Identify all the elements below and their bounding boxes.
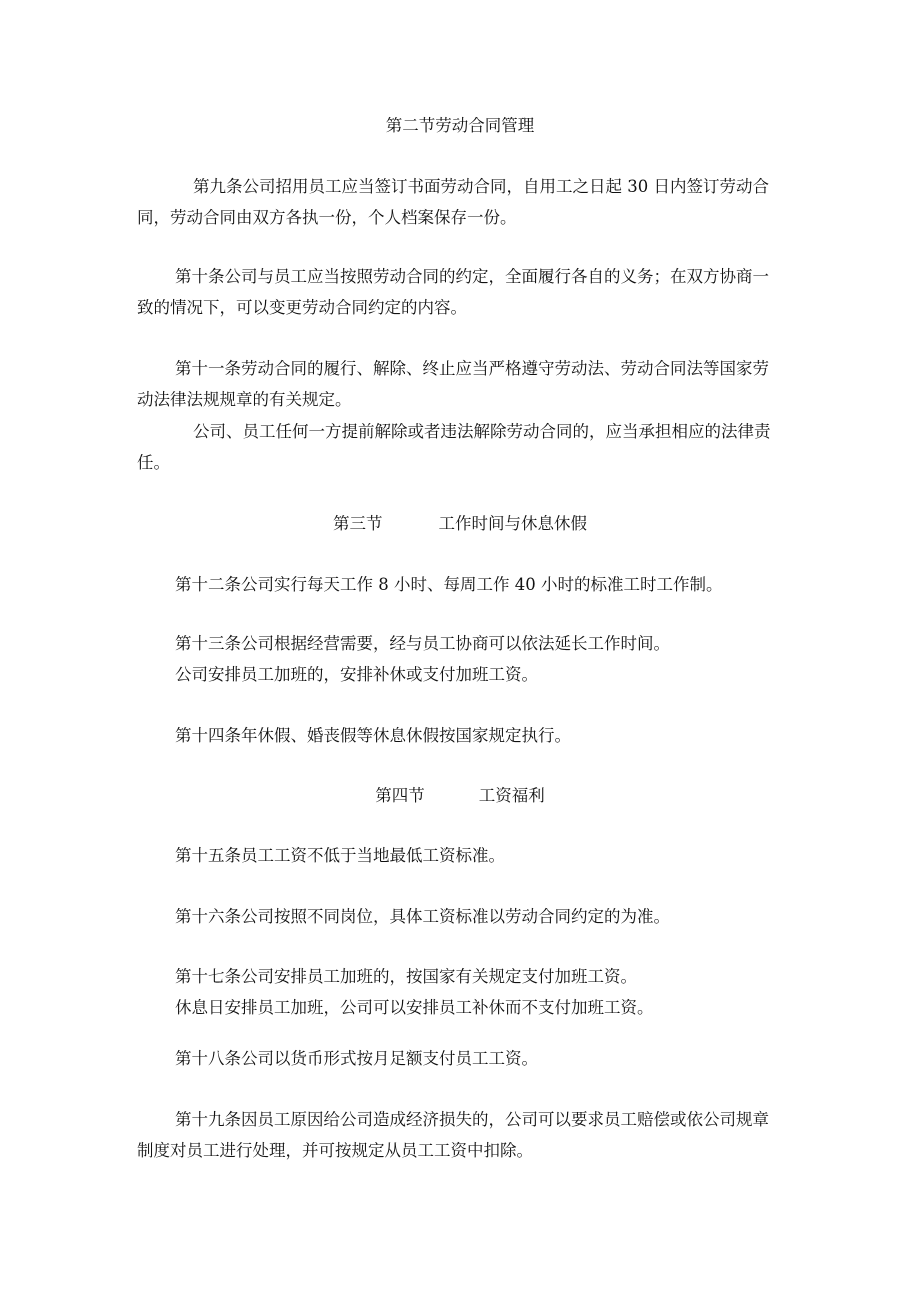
article-11-line-1: 第十一条劳动合同的履行、解除、终止应当严格遵守劳动法、劳动合同法等国家劳 (175, 359, 769, 378)
article-11-para-2-line-1: 公司、员工任何一方提前解除或者违法解除劳动合同的，应当承担相应的法律责 (193, 422, 771, 441)
section-3-heading: 工作时间与休息休假 (438, 514, 587, 533)
section-4-title (0, 785, 920, 807)
article-15: 第十五条员工工资不低于当地最低工资标准。 (175, 846, 505, 865)
article-18: 第十八条公司以货币形式按月足额支付员工工资。 (175, 1049, 538, 1068)
article-17: 第十七条公司安排员工加班的，按国家有关规定支付加班工资。 (175, 967, 637, 986)
article-13: 第十三条公司根据经营需要，经与员工协商可以依法延长工作时间。 (175, 634, 670, 653)
article-14: 第十四条年休假、婚丧假等休息休假按国家规定执行。 (175, 726, 571, 745)
article-10-line-2: 致的情况下，可以变更劳动合同约定的内容。 (137, 298, 467, 317)
article-16: 第十六条公司按照不同岗位，具体工资标准以劳动合同约定的为准。 (175, 907, 670, 926)
article-17-para-2: 休息日安排员工加班，公司可以安排员工补休而不支付加班工资。 (175, 998, 654, 1017)
section-2-title: 第二节劳动合同管理 (385, 116, 535, 135)
section-4-heading: 工资福利 (478, 786, 545, 805)
article-9-line-2: 同，劳动合同由双方各执一份，个人档案保存一份。 (137, 208, 517, 227)
section-4-number: 第四节 (375, 786, 425, 805)
section-3-number: 第三节 (333, 514, 383, 533)
article-12: 第十二条公司实行每天工作 8 小时、每周工作 40 小时的标准工时工作制。 (175, 575, 723, 594)
article-19-line-2: 制度对员工进行处理，并可按规定从员工工资中扣除。 (137, 1141, 533, 1160)
article-13-para-2: 公司安排员工加班的，安排补休或支付加班工资。 (175, 665, 538, 684)
article-9-line-1: 第九条公司招用员工应当签订书面劳动合同，自用工之日起 30 日内签订劳动合 (193, 177, 769, 196)
article-19-line-1: 第十九条因员工原因给公司造成经济损失的，公司可以要求员工赔偿或依公司规章 (175, 1110, 769, 1129)
article-11-line-2: 动法律法规规章的有关规定。 (137, 390, 352, 409)
section-3-title (0, 513, 920, 535)
article-10-line-1: 第十条公司与员工应当按照劳动合同的约定，全面履行各自的义务；在双方协商一 (175, 267, 769, 286)
article-11-para-2-line-2: 任。 (137, 453, 170, 472)
